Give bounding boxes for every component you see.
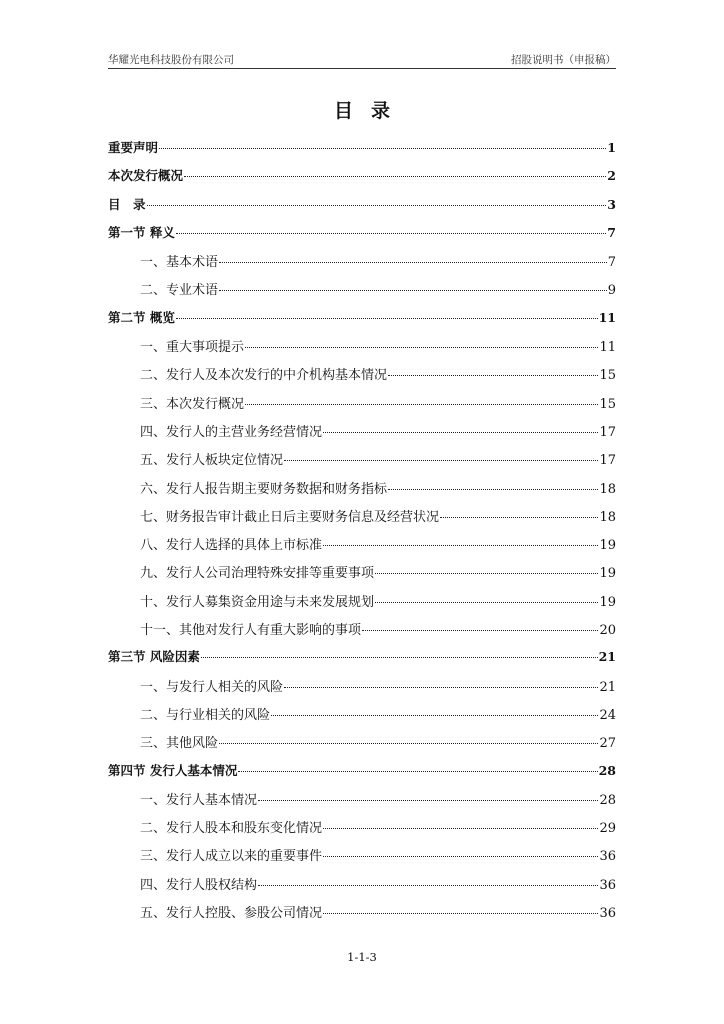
toc-subsection-entry[interactable] <box>108 845 616 873</box>
toc-entry-label: 三、本次发行概况 <box>140 396 245 412</box>
toc-entry-page: 7 <box>607 255 616 271</box>
toc-entry-page: 19 <box>599 538 616 554</box>
toc-entry-page: 36 <box>599 877 616 893</box>
toc-subsection-entry[interactable] <box>108 421 616 449</box>
toc-subsection-entry[interactable] <box>108 591 616 619</box>
toc-entry-page: 1 <box>607 140 616 155</box>
toc-entry-label: 九、发行人公司治理特殊安排等重要事项 <box>140 566 375 582</box>
toc-entry-page: 11 <box>599 340 616 356</box>
toc-entry-label: 重要声明 <box>108 140 159 155</box>
toc-entry-page: 3 <box>607 196 616 212</box>
toc-entry-page: 19 <box>599 594 616 610</box>
toc-subsection-entry[interactable] <box>108 251 616 279</box>
toc-entry-page: 15 <box>599 396 616 412</box>
toc-dot-leader <box>323 856 598 857</box>
toc-entry-page: 18 <box>599 481 616 497</box>
toc-dot-leader <box>388 375 598 376</box>
header-document-type: 招股说明书（申报稿） <box>511 54 616 66</box>
toc-entry-label: 本次发行概况 <box>108 168 184 184</box>
toc-section-entry[interactable] <box>108 138 616 166</box>
toc-section-entry[interactable] <box>108 166 616 194</box>
toc-entry-page: 29 <box>599 821 616 837</box>
toc-dot-leader <box>323 828 598 829</box>
toc-dot-leader <box>323 432 598 433</box>
toc-subsection-entry[interactable] <box>108 676 616 704</box>
toc-entry-page: 17 <box>599 453 616 469</box>
toc-entry-label: 二、发行人及本次发行的中介机构基本情况 <box>140 368 388 384</box>
toc-dot-leader <box>362 630 598 631</box>
toc-entry-label: 第一节 释义 <box>108 224 175 240</box>
toc-subsection-entry[interactable] <box>108 704 616 732</box>
toc-subsection-entry[interactable] <box>108 336 616 364</box>
toc-entry-label: 二、与行业相关的风险 <box>140 707 271 723</box>
toc-entry-page: 36 <box>599 849 616 865</box>
toc-entry-page: 19 <box>599 566 616 582</box>
toc-entry-page: 2 <box>607 168 616 184</box>
toc-entry-label: 四、发行人的主营业务经营情况 <box>140 424 323 440</box>
toc-dot-leader <box>323 545 598 546</box>
toc-subsection-entry[interactable] <box>108 789 616 817</box>
toc-subsection-entry[interactable] <box>108 449 616 477</box>
toc-dot-leader <box>219 262 607 263</box>
toc-entry-page: 9 <box>607 283 616 299</box>
toc-entry-label: 六、发行人报告期主要财务数据和财务指标 <box>140 481 388 497</box>
toc-section-entry[interactable] <box>108 308 616 336</box>
toc-entry-label: 一、基本术语 <box>140 255 219 271</box>
toc-dot-leader <box>238 771 597 772</box>
toc-entry-label: 二、发行人股本和股东变化情况 <box>140 821 323 837</box>
toc-entry-page: 15 <box>599 368 616 384</box>
toc-dot-leader <box>284 687 598 688</box>
toc-entry-page: 17 <box>599 424 616 440</box>
toc-entry-page: 27 <box>599 736 616 752</box>
toc-subsection-entry[interactable] <box>108 732 616 760</box>
toc-entry-label: 第三节 风险因素 <box>108 649 200 665</box>
toc-dot-leader <box>176 318 598 319</box>
toc-dot-leader <box>323 913 598 914</box>
toc-entry-page: 36 <box>599 906 616 922</box>
toc-entry-page: 18 <box>599 509 616 525</box>
toc-dot-leader <box>284 460 598 461</box>
toc-subsection-entry[interactable] <box>108 562 616 590</box>
toc-subsection-entry[interactable] <box>108 393 616 421</box>
toc-dot-leader <box>258 800 598 801</box>
toc-entry-label: 第二节 概览 <box>108 309 175 325</box>
toc-section-entry[interactable] <box>108 195 616 223</box>
toc-dot-leader <box>219 743 598 744</box>
toc-entry-label: 三、发行人成立以来的重要事件 <box>140 849 323 865</box>
toc-subsection-entry[interactable] <box>108 506 616 534</box>
toc-entry-label: 目 录 <box>108 196 146 212</box>
toc-dot-leader <box>159 148 606 149</box>
page-title: 目录 <box>333 100 408 122</box>
toc-subsection-entry[interactable] <box>108 279 616 307</box>
toc-entry-label: 一、发行人基本情况 <box>140 792 258 808</box>
toc-entry-label: 第四节 发行人基本情况 <box>108 762 238 778</box>
toc-dot-leader <box>440 517 598 518</box>
toc-entry-label: 五、发行人板块定位情况 <box>140 453 284 469</box>
toc-entry-label: 五、发行人控股、参股公司情况 <box>140 906 323 922</box>
toc-dot-leader <box>245 404 598 405</box>
toc-entry-label: 三、其他风险 <box>140 736 219 752</box>
toc-subsection-entry[interactable] <box>108 874 616 902</box>
toc-entry-page: 21 <box>598 649 616 665</box>
toc-dot-leader <box>375 602 598 603</box>
header-company-name: 华耀光电科技股份有限公司 <box>108 54 234 66</box>
toc-subsection-entry[interactable] <box>108 817 616 845</box>
toc-dot-leader <box>258 885 598 886</box>
toc-dot-leader <box>271 715 598 716</box>
toc-entry-label: 八、发行人选择的具体上市标准 <box>140 538 323 554</box>
toc-entry-page: 7 <box>607 224 616 240</box>
toc-entry-label: 四、发行人股权结构 <box>140 877 258 893</box>
toc-entry-label: 一、重大事项提示 <box>140 340 245 356</box>
toc-entry-page: 28 <box>599 792 616 808</box>
toc-entry-page: 28 <box>598 762 616 778</box>
toc-entry-label: 一、与发行人相关的风险 <box>140 679 284 695</box>
toc-dot-leader <box>388 489 598 490</box>
toc-entry-page: 20 <box>599 623 616 639</box>
table-of-contents <box>108 138 616 930</box>
toc-section-entry[interactable] <box>108 223 616 251</box>
toc-subsection-entry[interactable] <box>108 478 616 506</box>
toc-subsection-entry[interactable] <box>108 364 616 392</box>
toc-entry-label: 十一、其他对发行人有重大影响的事项 <box>140 623 362 639</box>
toc-subsection-entry[interactable] <box>108 619 616 647</box>
toc-entry-page: 11 <box>598 309 616 325</box>
toc-dot-leader <box>147 205 607 206</box>
toc-dot-leader <box>201 657 598 658</box>
toc-entry-label: 十、发行人募集资金用途与未来发展规划 <box>140 594 375 610</box>
toc-subsection-entry[interactable] <box>108 534 616 562</box>
page-number: 1-1-3 <box>347 950 377 964</box>
toc-dot-leader <box>184 176 606 177</box>
toc-dot-leader <box>375 573 598 574</box>
toc-entry-page: 21 <box>599 679 616 695</box>
page-header <box>108 50 616 69</box>
toc-subsection-entry[interactable] <box>108 902 616 930</box>
toc-entry-label: 二、专业术语 <box>140 283 219 299</box>
toc-dot-leader <box>219 290 607 291</box>
toc-dot-leader <box>245 347 598 348</box>
toc-section-entry[interactable] <box>108 761 616 789</box>
toc-entry-page: 24 <box>599 707 616 723</box>
toc-section-entry[interactable] <box>108 647 616 675</box>
toc-entry-label: 七、财务报告审计截止日后主要财务信息及经营状况 <box>140 509 440 525</box>
toc-dot-leader <box>176 233 606 234</box>
